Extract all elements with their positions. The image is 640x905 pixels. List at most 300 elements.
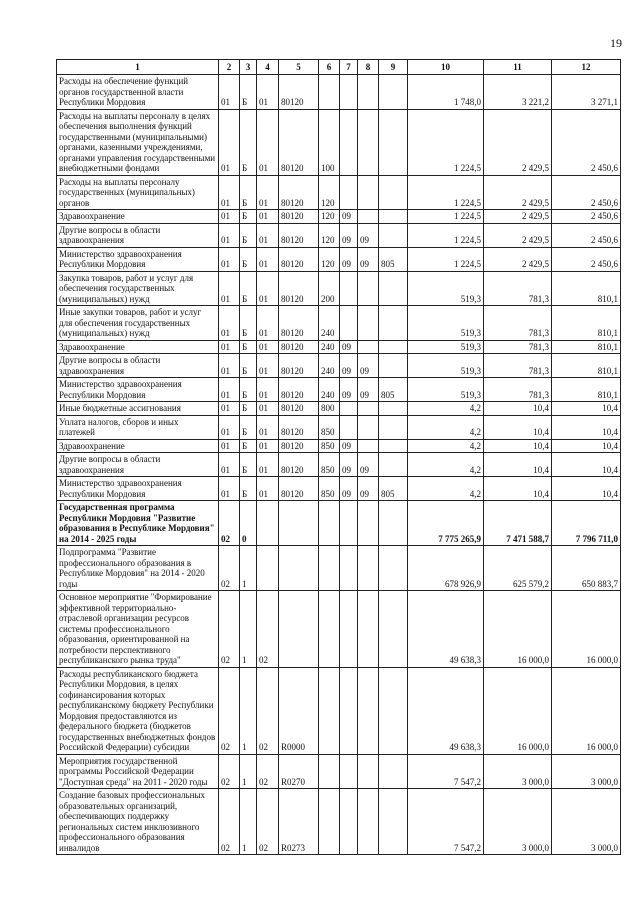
code-cell: Б <box>240 453 257 477</box>
code-cell: Б <box>240 402 257 416</box>
amount-cell: 16 000,0 <box>552 591 621 668</box>
amount-cell: 7 775 265,9 <box>408 501 484 546</box>
column-header-row <box>57 60 621 75</box>
code-cell <box>379 789 408 855</box>
code-cell: 800 <box>319 402 340 416</box>
code-cell: 80120 <box>279 271 319 306</box>
code-cell: 09 <box>340 477 358 501</box>
code-cell: 01 <box>257 453 279 477</box>
amount-cell: 49 638,3 <box>408 591 484 668</box>
code-cell: 01 <box>219 477 240 501</box>
code-cell <box>319 667 340 754</box>
amount-cell: 1 224,5 <box>408 109 484 175</box>
code-cell: 01 <box>219 402 240 416</box>
code-cell: Б <box>240 271 257 306</box>
code-cell: 01 <box>219 439 240 453</box>
table-row <box>57 754 621 789</box>
amount-cell: 3 000,0 <box>484 789 552 855</box>
table-body <box>57 75 621 855</box>
column-header: 8 <box>358 60 379 75</box>
code-cell <box>319 75 340 110</box>
code-cell: 80120 <box>279 340 319 354</box>
code-cell: 01 <box>257 223 279 247</box>
amount-cell: 519,3 <box>408 378 484 402</box>
code-cell <box>340 546 358 591</box>
code-cell: Б <box>240 340 257 354</box>
amount-cell: 519,3 <box>408 306 484 341</box>
amount-cell: 3 221,2 <box>484 75 552 110</box>
code-cell: 805 <box>379 477 408 501</box>
code-cell: 01 <box>257 175 279 210</box>
code-cell <box>379 402 408 416</box>
code-cell: 01 <box>257 210 279 224</box>
amount-cell: 1 224,5 <box>408 247 484 271</box>
code-cell <box>379 667 408 754</box>
code-cell: 09 <box>358 378 379 402</box>
code-cell: 120 <box>319 223 340 247</box>
code-cell <box>379 340 408 354</box>
code-cell: 1 <box>240 667 257 754</box>
row-name-cell: Министерство здравоохранения Республики Мордовия <box>57 247 219 271</box>
code-cell <box>379 75 408 110</box>
code-cell <box>379 754 408 789</box>
code-cell <box>358 439 379 453</box>
code-cell: Б <box>240 477 257 501</box>
amount-cell: 49 638,3 <box>408 667 484 754</box>
row-name-cell: Расходы на выплаты персоналу в целях обеспечения выполнения функций государственными (муниципальными) органами, казенными учреждениями, органами управления государственными внебюджетными фондами <box>57 109 219 175</box>
row-name-cell: Уплата налогов, сборов и иных платежей <box>57 415 219 439</box>
table-row <box>57 667 621 754</box>
code-cell: 1 <box>240 789 257 855</box>
code-cell: 850 <box>319 439 340 453</box>
code-cell: 02 <box>257 591 279 668</box>
code-cell: Б <box>240 354 257 378</box>
code-cell: 09 <box>358 354 379 378</box>
code-cell: 200 <box>319 271 340 306</box>
code-cell <box>340 271 358 306</box>
amount-cell: 16 000,0 <box>552 667 621 754</box>
code-cell <box>379 591 408 668</box>
code-cell: 80120 <box>279 306 319 341</box>
code-cell: 0 <box>240 501 257 546</box>
row-name-cell: Здравоохранение <box>57 439 219 453</box>
amount-cell: 781,3 <box>484 354 552 378</box>
code-cell: 1 <box>240 591 257 668</box>
code-cell: 240 <box>319 306 340 341</box>
code-cell <box>319 501 340 546</box>
row-name-cell: Основное мероприятие "Формирование эффективной территориально-отраслевой организации ресурсов системы профессионального образования, ориентированной на потребности перспективного республиканского рынка труда" <box>57 591 219 668</box>
code-cell <box>340 306 358 341</box>
code-cell: 850 <box>319 477 340 501</box>
code-cell: Б <box>240 378 257 402</box>
table-row <box>57 378 621 402</box>
column-header: 11 <box>484 60 552 75</box>
code-cell: 80120 <box>279 439 319 453</box>
code-cell <box>319 546 340 591</box>
code-cell: 01 <box>257 378 279 402</box>
amount-cell: 4,2 <box>408 402 484 416</box>
code-cell: 80120 <box>279 402 319 416</box>
amount-cell: 7 471 588,7 <box>484 501 552 546</box>
code-cell <box>358 754 379 789</box>
table-row <box>57 453 621 477</box>
code-cell: 80120 <box>279 354 319 378</box>
amount-cell: 781,3 <box>484 306 552 341</box>
budget-table <box>56 59 621 855</box>
code-cell <box>379 501 408 546</box>
code-cell: Б <box>240 109 257 175</box>
table-row <box>57 75 621 110</box>
amount-cell: 1 224,5 <box>408 223 484 247</box>
code-cell: 09 <box>340 223 358 247</box>
amount-cell: 2 429,5 <box>484 175 552 210</box>
row-name-cell: Министерство здравоохранения Республики Мордовия <box>57 378 219 402</box>
amount-cell: 519,3 <box>408 354 484 378</box>
column-header: 9 <box>379 60 408 75</box>
code-cell <box>257 546 279 591</box>
row-name-cell: Другие вопросы в области здравоохранения <box>57 453 219 477</box>
code-cell <box>379 415 408 439</box>
amount-cell: 4,2 <box>408 415 484 439</box>
code-cell <box>358 75 379 110</box>
code-cell <box>358 402 379 416</box>
code-cell: Б <box>240 306 257 341</box>
code-cell: 09 <box>340 453 358 477</box>
amount-cell: 10,4 <box>484 402 552 416</box>
amount-cell: 10,4 <box>552 402 621 416</box>
code-cell: 01 <box>257 354 279 378</box>
amount-cell: 678 926,9 <box>408 546 484 591</box>
table-row <box>57 109 621 175</box>
code-cell <box>340 175 358 210</box>
table-row <box>57 439 621 453</box>
column-header: 2 <box>219 60 240 75</box>
code-cell: 01 <box>257 415 279 439</box>
amount-cell: 810,1 <box>552 378 621 402</box>
code-cell: 120 <box>319 210 340 224</box>
code-cell: 02 <box>219 546 240 591</box>
table-row <box>57 354 621 378</box>
code-cell <box>358 415 379 439</box>
code-cell: Б <box>240 210 257 224</box>
column-header: 1 <box>57 60 219 75</box>
code-cell: 01 <box>257 402 279 416</box>
table-row <box>57 415 621 439</box>
code-cell: 02 <box>219 789 240 855</box>
code-cell: 240 <box>319 340 340 354</box>
amount-cell: 2 450,6 <box>552 223 621 247</box>
code-cell: 01 <box>219 453 240 477</box>
code-cell: 120 <box>319 247 340 271</box>
amount-cell: 10,4 <box>552 453 621 477</box>
amount-cell: 1 224,5 <box>408 210 484 224</box>
code-cell: 02 <box>257 754 279 789</box>
code-cell <box>340 75 358 110</box>
code-cell: 01 <box>219 223 240 247</box>
amount-cell: 10,4 <box>552 415 621 439</box>
code-cell <box>319 591 340 668</box>
code-cell: 80120 <box>279 415 319 439</box>
code-cell: 240 <box>319 378 340 402</box>
amount-cell: 3 000,0 <box>552 789 621 855</box>
code-cell: 01 <box>219 415 240 439</box>
amount-cell: 2 450,6 <box>552 210 621 224</box>
row-name-cell: Мероприятия государственной программы Российской Федерации "Доступная среда" на 2011 - 2020 годы <box>57 754 219 789</box>
code-cell <box>379 439 408 453</box>
code-cell <box>340 667 358 754</box>
code-cell: 09 <box>358 453 379 477</box>
code-cell: 1 <box>240 754 257 789</box>
amount-cell: 7 547,2 <box>408 754 484 789</box>
code-cell: 01 <box>257 75 279 110</box>
code-cell <box>358 175 379 210</box>
amount-cell: 625 579,2 <box>484 546 552 591</box>
code-cell: 01 <box>219 306 240 341</box>
code-cell: 09 <box>340 340 358 354</box>
code-cell: 02 <box>219 754 240 789</box>
amount-cell: 10,4 <box>484 439 552 453</box>
code-cell <box>379 546 408 591</box>
code-cell: R0000 <box>279 667 319 754</box>
code-cell <box>358 109 379 175</box>
code-cell: 120 <box>319 175 340 210</box>
code-cell: Б <box>240 223 257 247</box>
code-cell: Б <box>240 415 257 439</box>
code-cell: 02 <box>257 667 279 754</box>
column-header: 12 <box>552 60 621 75</box>
code-cell: 01 <box>219 354 240 378</box>
amount-cell: 2 450,6 <box>552 109 621 175</box>
table-row <box>57 306 621 341</box>
code-cell: 80120 <box>279 210 319 224</box>
row-name-cell: Здравоохранение <box>57 340 219 354</box>
code-cell: Б <box>240 439 257 453</box>
code-cell <box>340 109 358 175</box>
amount-cell: 810,1 <box>552 340 621 354</box>
code-cell <box>340 501 358 546</box>
row-name-cell: Расходы на выплаты персоналу государственных (муниципальных) органов <box>57 175 219 210</box>
amount-cell: 16 000,0 <box>484 667 552 754</box>
code-cell <box>358 789 379 855</box>
code-cell <box>358 210 379 224</box>
code-cell: 850 <box>319 415 340 439</box>
code-cell: 80120 <box>279 378 319 402</box>
amount-cell: 3 000,0 <box>484 754 552 789</box>
column-header: 7 <box>340 60 358 75</box>
code-cell: 01 <box>219 340 240 354</box>
code-cell: 09 <box>340 210 358 224</box>
amount-cell: 781,3 <box>484 340 552 354</box>
table-row <box>57 223 621 247</box>
column-header: 10 <box>408 60 484 75</box>
code-cell <box>358 306 379 341</box>
code-cell: 01 <box>219 271 240 306</box>
code-cell: 80120 <box>279 477 319 501</box>
code-cell <box>379 271 408 306</box>
amount-cell: 10,4 <box>484 477 552 501</box>
row-name-cell: Подпрограмма "Развитие профессионального образования в Республике Мордовия" на 2014 - 2020 годы <box>57 546 219 591</box>
code-cell: 805 <box>379 247 408 271</box>
code-cell <box>379 453 408 477</box>
row-name-cell: Расходы республиканского бюджета Республики Мордовия, в целях софинансирования которых республиканскому бюджету Республики Мордовия предоставляются из федерального бюджета (бюджетов государственных внебюджетных фондов Российской Федерации) субсидии <box>57 667 219 754</box>
code-cell <box>358 591 379 668</box>
table-row <box>57 789 621 855</box>
amount-cell: 2 429,5 <box>484 223 552 247</box>
code-cell <box>340 591 358 668</box>
amount-cell: 1 224,5 <box>408 175 484 210</box>
code-cell: R0270 <box>279 754 319 789</box>
table-row <box>57 247 621 271</box>
code-cell <box>379 175 408 210</box>
code-cell <box>358 546 379 591</box>
amount-cell: 650 883,7 <box>552 546 621 591</box>
amount-cell: 4,2 <box>408 477 484 501</box>
amount-cell: 2 429,5 <box>484 247 552 271</box>
row-name-cell: Государственная программа Республики Мордовия "Развитие образования в Республике Мордовия" на 2014 - 2025 годы <box>57 501 219 546</box>
code-cell: 09 <box>340 378 358 402</box>
amount-cell: 2 450,6 <box>552 247 621 271</box>
table-row <box>57 271 621 306</box>
amount-cell: 16 000,0 <box>484 591 552 668</box>
code-cell <box>279 501 319 546</box>
code-cell: 09 <box>358 247 379 271</box>
amount-cell: 10,4 <box>552 439 621 453</box>
amount-cell: 7 796 711,0 <box>552 501 621 546</box>
code-cell: R0273 <box>279 789 319 855</box>
code-cell: 805 <box>379 378 408 402</box>
amount-cell: 810,1 <box>552 271 621 306</box>
code-cell: 01 <box>219 75 240 110</box>
amount-cell: 3 271,1 <box>552 75 621 110</box>
code-cell: 02 <box>219 667 240 754</box>
code-cell: Б <box>240 247 257 271</box>
code-cell <box>340 754 358 789</box>
row-name-cell: Иные закупки товаров, работ и услуг для обеспечения государственных (муниципальных) нужд <box>57 306 219 341</box>
column-header: 5 <box>279 60 319 75</box>
row-name-cell: Министерство здравоохранения Республики Мордовия <box>57 477 219 501</box>
code-cell <box>319 789 340 855</box>
row-name-cell: Здравоохранение <box>57 210 219 224</box>
code-cell <box>358 271 379 306</box>
code-cell: 240 <box>319 354 340 378</box>
code-cell: Б <box>240 75 257 110</box>
code-cell: 01 <box>219 210 240 224</box>
code-cell: 01 <box>257 439 279 453</box>
code-cell: 01 <box>219 109 240 175</box>
table-row <box>57 340 621 354</box>
code-cell <box>379 223 408 247</box>
code-cell <box>379 210 408 224</box>
code-cell: 850 <box>319 453 340 477</box>
code-cell <box>279 591 319 668</box>
code-cell: 09 <box>358 477 379 501</box>
code-cell <box>379 354 408 378</box>
code-cell: 01 <box>219 247 240 271</box>
code-cell <box>340 415 358 439</box>
amount-cell: 781,3 <box>484 271 552 306</box>
row-name-cell: Расходы на обеспечение функций органов государственной власти Республики Мордовия <box>57 75 219 110</box>
table-row <box>57 501 621 546</box>
code-cell <box>340 789 358 855</box>
code-cell: 02 <box>219 501 240 546</box>
code-cell <box>358 667 379 754</box>
code-cell: 01 <box>257 271 279 306</box>
amount-cell: 7 547,2 <box>408 789 484 855</box>
code-cell: 01 <box>219 175 240 210</box>
amount-cell: 10,4 <box>484 453 552 477</box>
code-cell <box>379 109 408 175</box>
code-cell <box>358 501 379 546</box>
code-cell: 01 <box>257 109 279 175</box>
code-cell: 80120 <box>279 453 319 477</box>
amount-cell: 781,3 <box>484 378 552 402</box>
row-name-cell: Другие вопросы в области здравоохранения <box>57 223 219 247</box>
amount-cell: 2 429,5 <box>484 109 552 175</box>
amount-cell: 3 000,0 <box>552 754 621 789</box>
code-cell: 01 <box>219 378 240 402</box>
row-name-cell: Создание базовых профессиональных образовательных организаций, обеспечивающих поддержку региональных систем инклюзивного профессионального образования инвалидов <box>57 789 219 855</box>
amount-cell: 10,4 <box>552 477 621 501</box>
amount-cell: 10,4 <box>484 415 552 439</box>
code-cell <box>379 306 408 341</box>
amount-cell: 810,1 <box>552 306 621 341</box>
code-cell: 80120 <box>279 247 319 271</box>
table-row <box>57 477 621 501</box>
code-cell <box>340 402 358 416</box>
row-name-cell: Другие вопросы в области здравоохранения <box>57 354 219 378</box>
amount-cell: 519,3 <box>408 340 484 354</box>
code-cell: 09 <box>340 247 358 271</box>
table-row <box>57 175 621 210</box>
code-cell: 02 <box>219 591 240 668</box>
table-row <box>57 210 621 224</box>
amount-cell: 4,2 <box>408 453 484 477</box>
amount-cell: 810,1 <box>552 354 621 378</box>
code-cell: 01 <box>257 340 279 354</box>
code-cell: 80120 <box>279 109 319 175</box>
code-cell: 09 <box>358 223 379 247</box>
column-header: 4 <box>257 60 279 75</box>
code-cell: 80120 <box>279 175 319 210</box>
code-cell: Б <box>240 175 257 210</box>
code-cell: 09 <box>340 439 358 453</box>
code-cell <box>279 546 319 591</box>
column-header: 6 <box>319 60 340 75</box>
column-header: 3 <box>240 60 257 75</box>
code-cell: 1 <box>240 546 257 591</box>
amount-cell: 2 429,5 <box>484 210 552 224</box>
code-cell: 02 <box>257 789 279 855</box>
amount-cell: 519,3 <box>408 271 484 306</box>
code-cell <box>319 754 340 789</box>
code-cell: 80120 <box>279 223 319 247</box>
amount-cell: 4,2 <box>408 439 484 453</box>
row-name-cell: Закупка товаров, работ и услуг для обеспечения государственных (муниципальных) нужд <box>57 271 219 306</box>
code-cell: 09 <box>340 354 358 378</box>
table-row <box>57 402 621 416</box>
code-cell: 01 <box>257 306 279 341</box>
code-cell <box>358 340 379 354</box>
table-row <box>57 546 621 591</box>
code-cell: 100 <box>319 109 340 175</box>
table-row <box>57 591 621 668</box>
code-cell: 01 <box>257 247 279 271</box>
code-cell: 80120 <box>279 75 319 110</box>
amount-cell: 1 748,0 <box>408 75 484 110</box>
row-name-cell: Иные бюджетные ассигнования <box>57 402 219 416</box>
code-cell: 01 <box>257 477 279 501</box>
code-cell <box>257 501 279 546</box>
